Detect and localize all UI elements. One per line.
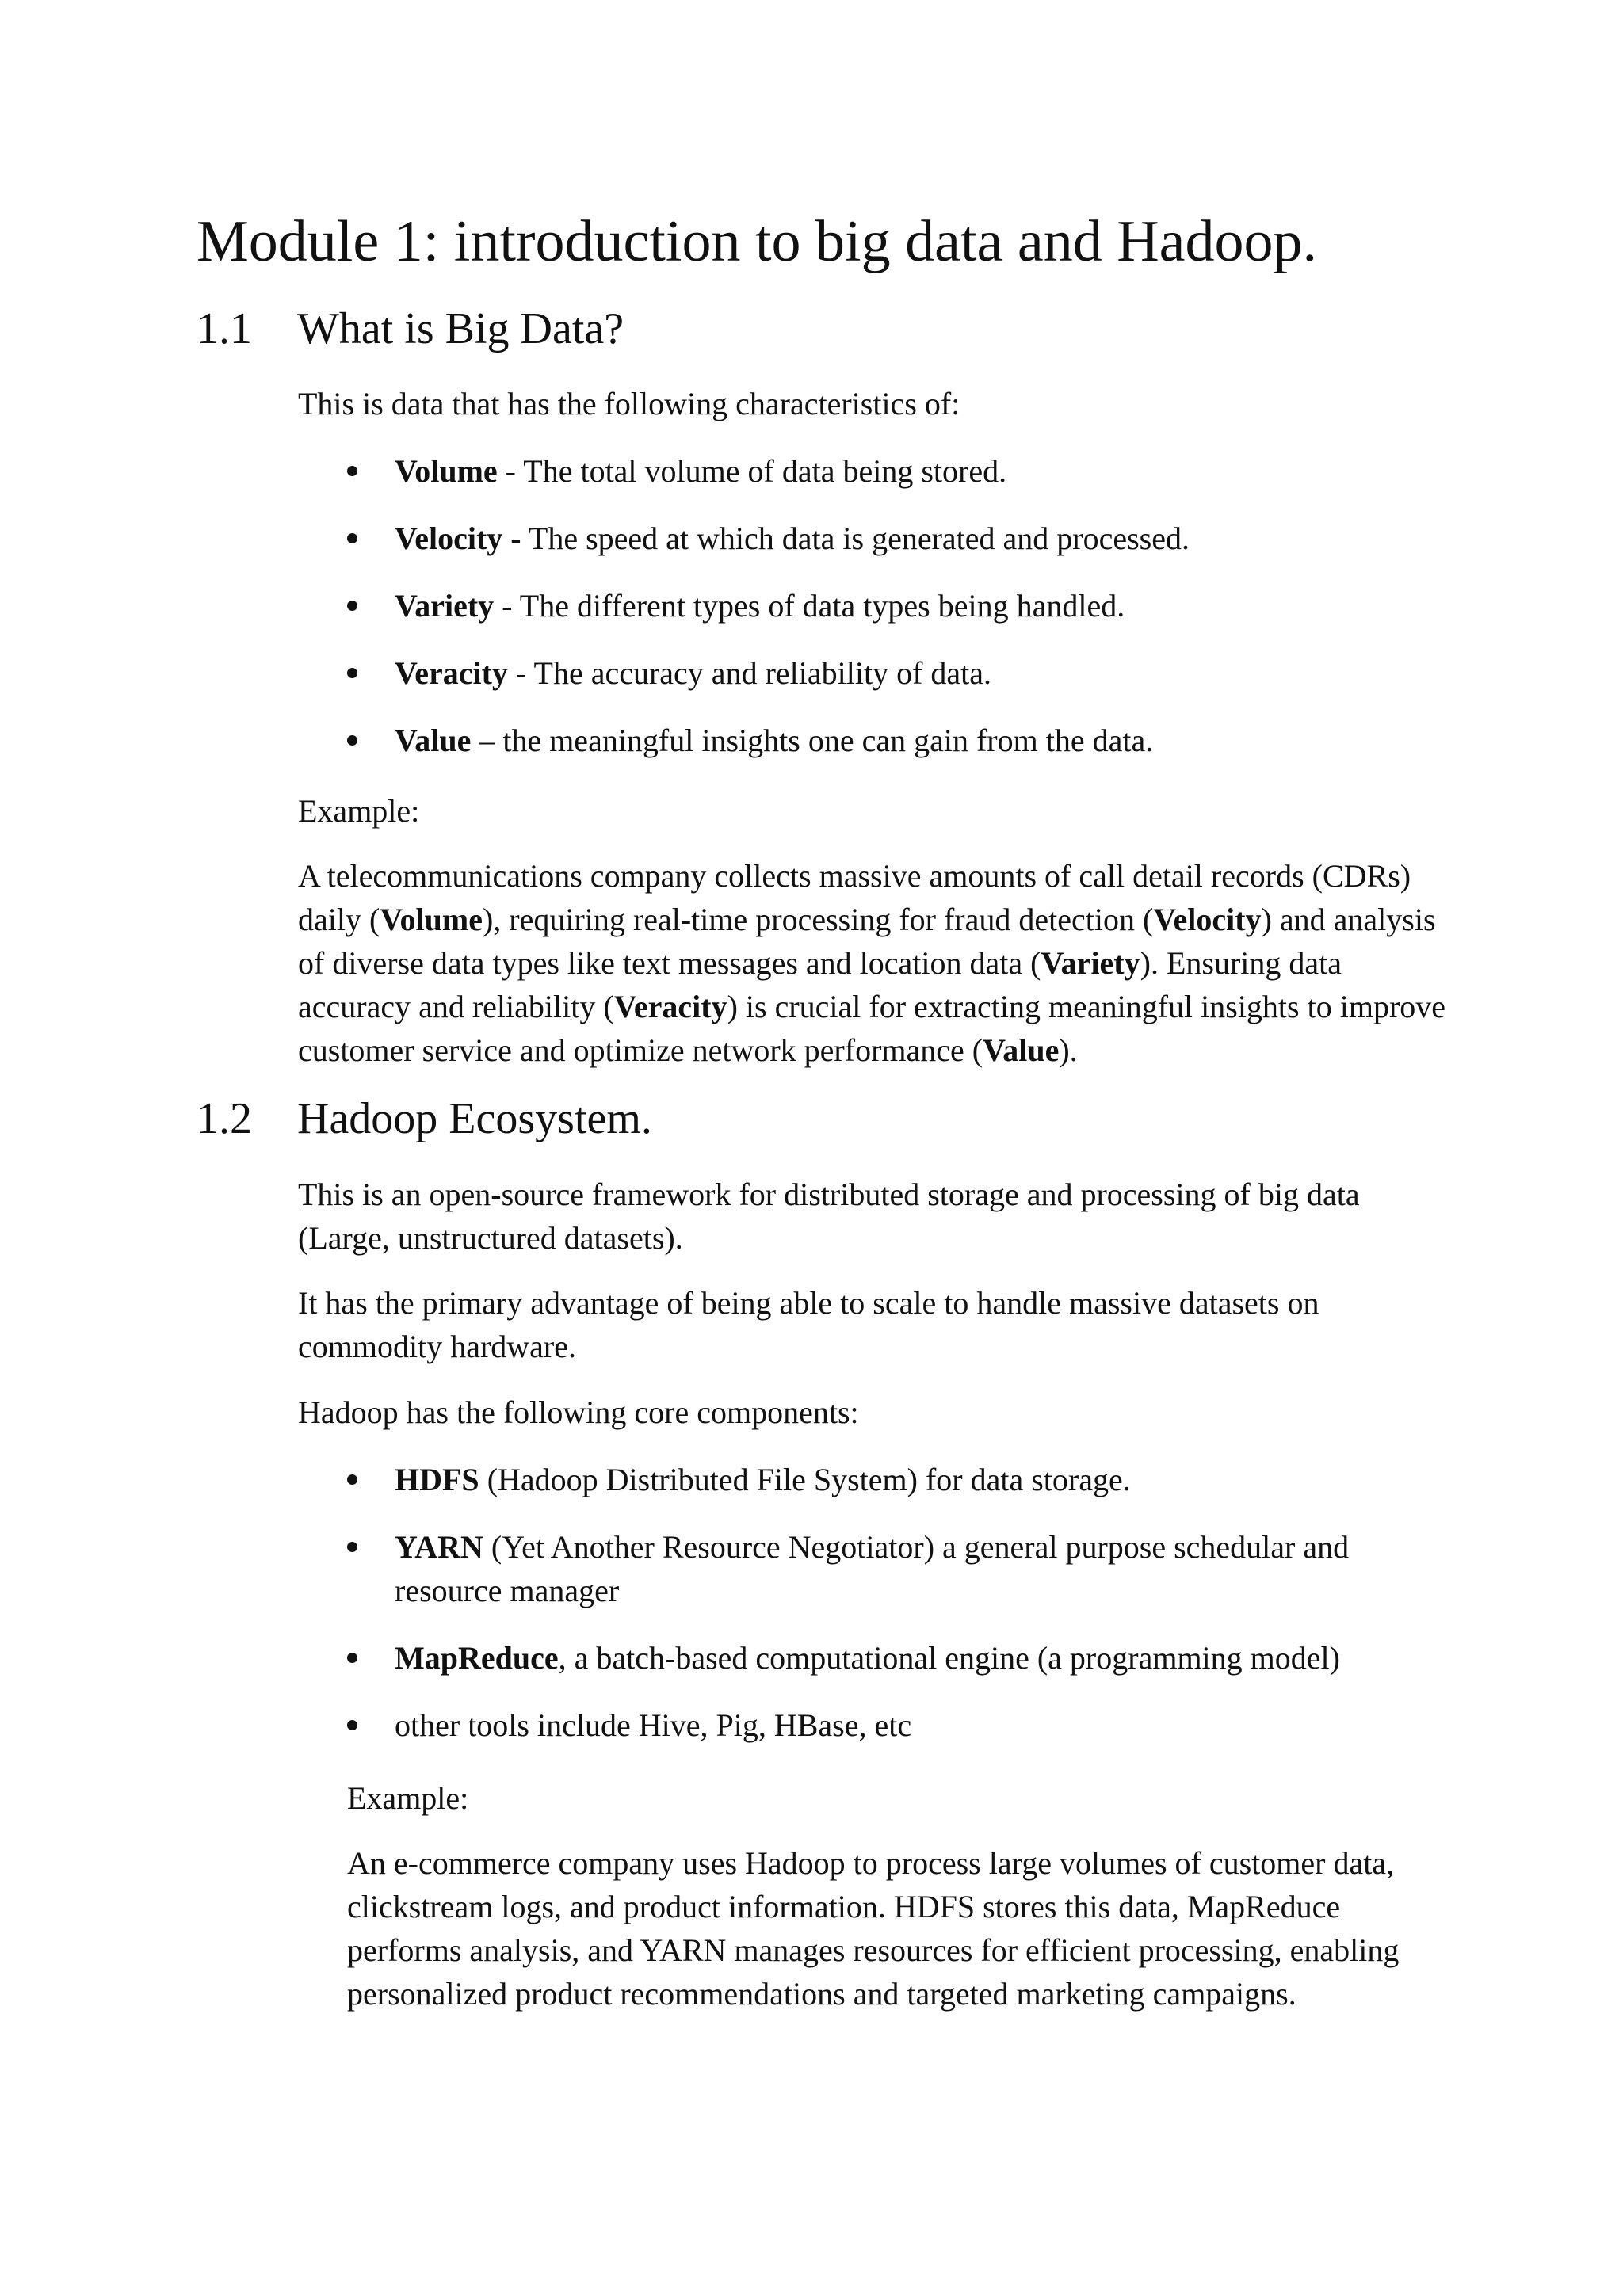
example-text: ). — [1059, 1032, 1078, 1068]
bullet-description: The accuracy and reliability of data. — [533, 655, 992, 691]
bullet-icon — [347, 1720, 357, 1730]
bullet-description: The different types of data types being handled. — [519, 588, 1125, 624]
section-number: 1.1 — [197, 304, 252, 353]
hadoop-example: An e-commerce company uses Hadoop to process large volumes of customer data, clickstream logs, and product information. HDFS stores this data, MapReduce performs analysis, and YARN manages resources for efficient processing, enabling personalized product recommendations and targeted marketing campaigns. — [347, 1845, 1400, 2012]
example-text: ). Ensuring data accuracy and reliability ( — [298, 945, 1342, 1024]
hadoop-components-intro: Hadoop has the following core components: — [298, 1394, 859, 1430]
list-item — [333, 449, 1458, 493]
bullet-icon — [347, 601, 357, 611]
bullet-term: Veracity — [395, 655, 508, 691]
example-label: Example: — [347, 1780, 469, 1816]
section-number: 1.2 — [197, 1094, 252, 1143]
section-title: Hadoop Ecosystem. — [297, 1094, 652, 1143]
bullet-description: other tools include Hive, Pig, HBase, etc — [395, 1707, 912, 1743]
page-title: Module 1: introduction to big data and Hadoop. — [197, 209, 1317, 274]
bullet-description: The total volume of data being stored. — [523, 453, 1007, 489]
bullet-description: The speed at which data is generated and processed. — [528, 521, 1190, 556]
example-text: ) is crucial for extracting meaningful insights to improve customer service and optimize network performance ( — [298, 989, 1446, 1068]
example-label: Example: — [298, 793, 420, 829]
bullet-description: (Hadoop Distributed File System) for data storage. — [479, 1462, 1131, 1497]
big-data-example — [298, 854, 1455, 1072]
bullet-icon — [347, 1542, 357, 1552]
bullet-term: Value — [395, 723, 472, 758]
bullet-term: YARN — [395, 1529, 483, 1565]
bullet-term: Volume — [395, 453, 498, 489]
big-data-intro: This is data that has the following characteristics of: — [298, 386, 960, 421]
section-heading-hadoop — [197, 1092, 652, 1146]
bullet-term: MapReduce — [395, 1640, 559, 1676]
bullet-separator: - — [507, 655, 534, 691]
section-title: What is Big Data? — [297, 304, 624, 353]
bullet-icon — [347, 1653, 357, 1663]
list-item — [333, 1703, 1426, 1747]
bullet-description: the meaningful insights one can gain from the data. — [502, 723, 1154, 758]
bullet-separator: – — [471, 723, 503, 758]
bullet-icon — [347, 466, 357, 476]
list-item — [333, 1458, 1426, 1501]
bullet-term: HDFS — [395, 1462, 479, 1497]
example-text: A telecommunications company collects massive amounts of call detail records (CDRs) daily ( — [298, 858, 1411, 937]
section-heading-big-data — [197, 302, 624, 356]
example-term: Veracity — [613, 989, 727, 1024]
example-term: Variety — [1041, 945, 1140, 981]
example-term: Value — [983, 1032, 1060, 1068]
bullet-term: Variety — [395, 588, 495, 624]
example-term: Volume — [380, 902, 483, 937]
hadoop-advantage: It has the primary advantage of being able to scale to handle massive datasets on commodity hardware. — [298, 1285, 1319, 1364]
list-item — [333, 719, 1458, 762]
list-item — [333, 1636, 1426, 1680]
example-text: ), requiring real-time processing for fraud detection ( — [482, 902, 1154, 937]
bullet-description: (Yet Another Resource Negotiator) a general purpose schedular and resource manager — [395, 1529, 1350, 1608]
characteristics-list — [333, 449, 1458, 762]
list-item — [333, 651, 1458, 695]
example-term: Velocity — [1153, 902, 1262, 937]
hadoop-components-list — [333, 1458, 1426, 1747]
list-item — [333, 584, 1458, 627]
bullet-icon — [347, 735, 357, 746]
hadoop-definition: This is an open-source framework for distributed storage and processing of big data (Large, unstructured datasets). — [298, 1177, 1360, 1256]
example-text: ) and analysis of diverse data types like text messages and location data ( — [298, 902, 1436, 981]
bullet-icon — [347, 1474, 357, 1485]
bullet-separator: - — [497, 453, 524, 489]
list-item — [333, 517, 1458, 560]
bullet-icon — [347, 533, 357, 543]
list-item — [333, 1525, 1426, 1612]
bullet-separator: - — [494, 588, 520, 624]
bullet-description: , a batch-based computational engine (a programming model) — [558, 1640, 1340, 1676]
bullet-icon — [347, 668, 357, 678]
bullet-separator: - — [502, 521, 529, 556]
bullet-term: Velocity — [395, 521, 503, 556]
